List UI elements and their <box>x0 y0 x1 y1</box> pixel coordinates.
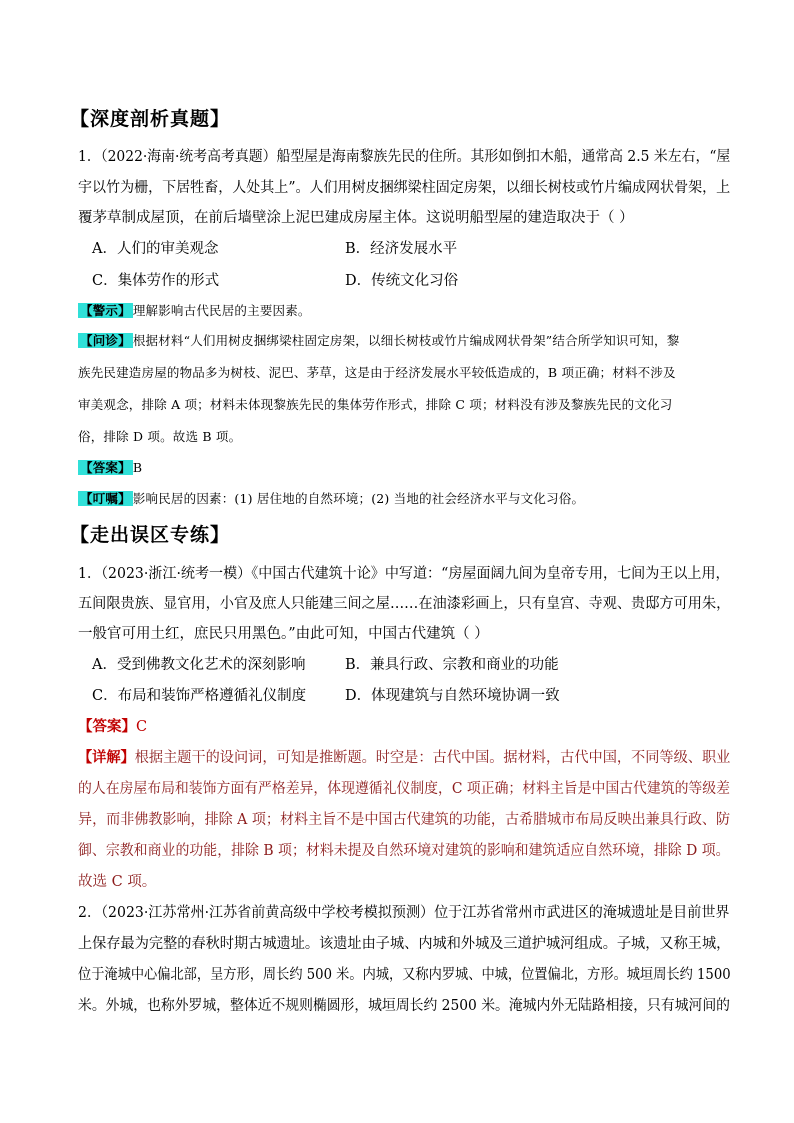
hint-tag: 【警示】 <box>80 303 131 318</box>
practice-q1-line-2: 五间限贵族、显官用，小官及庶人只能建三间之屋……在油漆彩画上，只有皇宫、寺观、贵邸方可用朱， <box>78 596 731 612</box>
practice-q2-line-3: 位于淹城中心偏北部，呈方形，周长约 500 米。内城，又称内罗城、中城，位置偏北，方形。城垣周长约 1500 <box>78 967 731 983</box>
diagnosis-tag: 【问诊】 <box>80 333 131 348</box>
section-title-deep-analysis: 【深度剖析真题】 <box>70 108 231 130</box>
detail-text-1: 根据主题干的设问词，可知是推断题。时空是：古代中国。据材料，古代中国，不同等级、职业 <box>134 750 731 766</box>
hint-block <box>78 301 311 319</box>
practice-answer-tag: 【答案】 <box>78 718 136 735</box>
practice-q1-detail-line-3: 异，而非佛教影响，排除 A 项；材料主旨不是中国古代建筑的功能，古希腊城市布局反映出兼具行政、防 <box>78 812 731 828</box>
diagnosis-text-1: 根据材料“人们用树皮捆绑梁柱固定房架，以细长树枝或竹片编成网状骨架”结合所学知识可知，黎 <box>132 333 680 348</box>
option-c: C．集体劳作的形式 <box>92 273 220 289</box>
practice-q1-detail-line-5: 故选 C 项。 <box>78 874 157 890</box>
practice-q1-detail-line-1 <box>78 746 730 767</box>
practice-q1-option-a: A．受到佛教文化艺术的深刻影响 <box>92 657 306 673</box>
practice-q1-line-1: 1．（2023·浙江·统考一模）《中国古代建筑十论》中写道：“房屋面阔九间为皇帝专用，七间为王以上用， <box>78 566 730 582</box>
diagnosis-line-4: 俗，排除 D 项。故选 B 项。 <box>78 429 242 444</box>
practice-q1-detail-line-4: 御、宗教和商业的功能，排除 B 项；材料未提及自然环境对建筑的影响和建筑适应自然环境，排除 D 项。 <box>78 843 730 859</box>
question-1-line-3: 覆茅草制成屋顶，在前后墙壁涂上泥巴建成房屋主体。这说明船型屋的建造取决于（ ） <box>78 210 634 226</box>
reminder-tag: 【叮嘱】 <box>80 491 131 506</box>
practice-q1-detail-line-2: 的人在房屋布局和装饰方面有严格差异，体现遵循礼仪制度，C 项正确；材料主旨是中国古代建筑的等级差 <box>78 781 730 797</box>
diagnosis-line-1 <box>78 331 679 349</box>
question-1-line-1: 1．（2022·海南·统考高考真题）船型屋是海南黎族先民的住所。其形如倒扣木船，通常高 2.5 米左右，“屋 <box>78 149 731 165</box>
hint-text: 理解影响古代民居的主要因素。 <box>132 303 311 318</box>
option-a: A．人们的审美观念 <box>92 241 219 257</box>
practice-answer-text: C <box>136 719 148 735</box>
answer-text: B <box>132 460 143 475</box>
practice-q2-line-1: 2．（2023·江苏常州·江苏省前黄高级中学校考模拟预测）位于江苏省常州市武进区的淹城遗址是目前世界 <box>78 905 730 921</box>
practice-q1-option-b: B．兼具行政、宗教和商业的功能 <box>345 657 559 673</box>
practice-q1-option-c: C．布局和装饰严格遵循礼仪制度 <box>92 688 307 704</box>
option-d: D．传统文化习俗 <box>345 273 459 289</box>
practice-q1-line-3: 一般官可用土红，庶民只用黑色。”由此可知，中国古代建筑（ ） <box>78 626 489 642</box>
reminder-block <box>78 489 584 507</box>
practice-q2-line-4: 米。外城，也称外罗城，整体近不规则椭圆形，城垣周长约 2500 米。淹城内外无陆路相接，只有城河间的 <box>78 998 730 1014</box>
practice-q1-answer <box>78 715 147 736</box>
answer-tag: 【答案】 <box>80 460 131 475</box>
reminder-text: 影响民居的因素：(1) 居住地的自然环境；(2) 当地的社会经济水平与文化习俗。 <box>132 491 585 506</box>
detail-tag: 【详解】 <box>78 749 135 766</box>
answer-block <box>78 458 142 476</box>
question-1-line-2: 宇以竹为栅，下居牲畜，人处其上”。人们用树皮捆绑梁柱固定房架，以细长树枝或竹片编成网状骨架，上 <box>78 180 731 196</box>
option-b: B．经济发展水平 <box>345 241 458 257</box>
practice-q2-line-2: 上保存最为完整的春秋时期古城遗址。该遗址由子城、内城和外城及三道护城河组成。子城，又称王城， <box>78 936 731 952</box>
diagnosis-line-3: 审美观念，排除 A 项；材料未体现黎族先民的集体劳作形式，排除 C 项；材料没有涉及黎族先民的文化习 <box>78 397 673 412</box>
practice-q1-option-d: D．体现建筑与自然环境协调一致 <box>345 688 560 704</box>
section-title-practice: 【走出误区专练】 <box>70 524 231 546</box>
diagnosis-line-2: 族先民建造房屋的物品多为树枝、泥巴、茅草，这是由于经济发展水平较低造成的，B 项正确；材料不涉及 <box>78 365 676 380</box>
